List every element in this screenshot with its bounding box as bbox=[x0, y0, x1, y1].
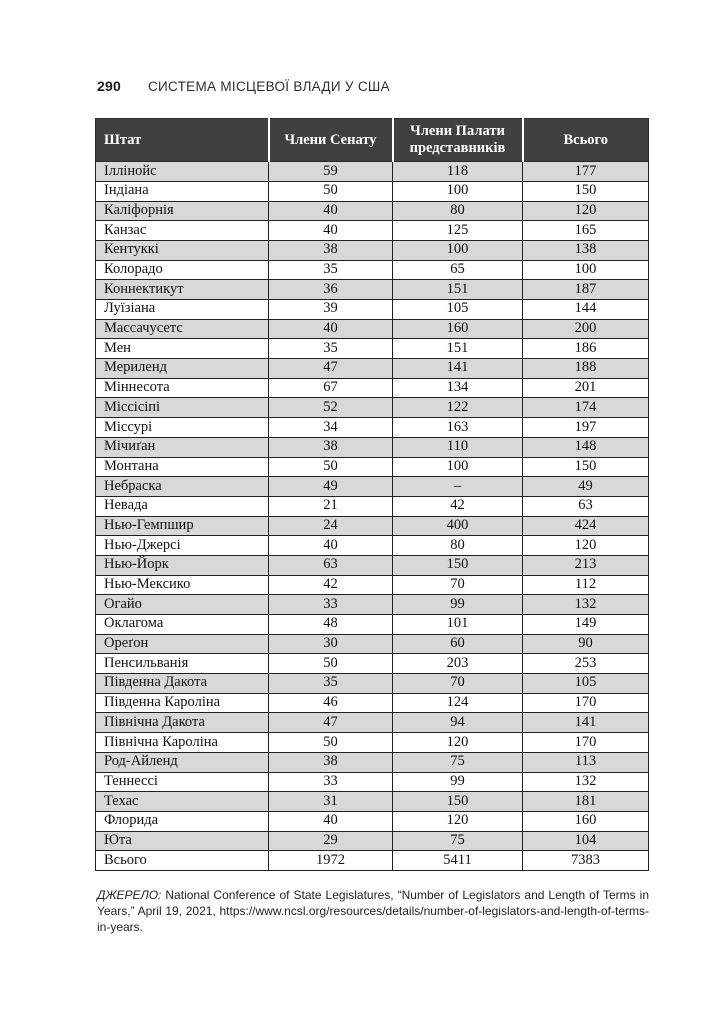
state-cell: Нью-Джерсі bbox=[96, 536, 269, 556]
state-cell: Ореґон bbox=[96, 634, 269, 654]
state-cell: Флорида bbox=[96, 811, 269, 831]
table-row bbox=[96, 733, 649, 753]
state-cell: Північна Кароліна bbox=[96, 733, 269, 753]
value-cell: 149 bbox=[523, 615, 649, 635]
value-cell: 29 bbox=[269, 831, 393, 851]
column-header: Члени Палати представників bbox=[393, 119, 523, 162]
value-cell: 70 bbox=[393, 575, 523, 595]
value-cell: 100 bbox=[523, 260, 649, 280]
table-row bbox=[96, 496, 649, 516]
table-row bbox=[96, 280, 649, 300]
value-cell: 94 bbox=[393, 713, 523, 733]
table-row bbox=[96, 418, 649, 438]
value-cell: 253 bbox=[523, 654, 649, 674]
value-cell: 160 bbox=[393, 319, 523, 339]
table-row bbox=[96, 831, 649, 851]
table-row bbox=[96, 162, 649, 182]
value-cell: 150 bbox=[393, 555, 523, 575]
value-cell: 110 bbox=[393, 437, 523, 457]
legislature-table bbox=[95, 118, 649, 871]
value-cell: 125 bbox=[393, 221, 523, 241]
value-cell: 49 bbox=[269, 477, 393, 497]
value-cell: 38 bbox=[269, 240, 393, 260]
running-title: СИСТЕМА МІСЦЕВОЇ ВЛАДИ У США bbox=[147, 79, 390, 94]
value-cell: 47 bbox=[269, 713, 393, 733]
header-row bbox=[96, 119, 649, 162]
value-cell: 165 bbox=[523, 221, 649, 241]
value-cell: 70 bbox=[393, 674, 523, 694]
value-cell: 42 bbox=[393, 496, 523, 516]
table-row bbox=[96, 319, 649, 339]
value-cell: – bbox=[393, 477, 523, 497]
value-cell: 59 bbox=[269, 162, 393, 182]
state-cell: Род-Айленд bbox=[96, 752, 269, 772]
value-cell: 101 bbox=[393, 615, 523, 635]
state-cell: Небраска bbox=[96, 477, 269, 497]
value-cell: 132 bbox=[523, 595, 649, 615]
value-cell: 75 bbox=[393, 831, 523, 851]
value-cell: 99 bbox=[393, 772, 523, 792]
value-cell: 118 bbox=[393, 162, 523, 182]
value-cell: 38 bbox=[269, 752, 393, 772]
value-cell: 105 bbox=[523, 674, 649, 694]
value-cell: 105 bbox=[393, 300, 523, 320]
value-cell: 174 bbox=[523, 398, 649, 418]
page-number: 290 bbox=[97, 78, 121, 94]
legislature-table-wrap bbox=[95, 118, 648, 871]
table-row bbox=[96, 634, 649, 654]
state-cell: Теннессі bbox=[96, 772, 269, 792]
table-row bbox=[96, 772, 649, 792]
state-cell: Колорадо bbox=[96, 260, 269, 280]
table-row bbox=[96, 752, 649, 772]
state-cell: Оклагома bbox=[96, 615, 269, 635]
source-note-label: ДЖЕРЕЛО: bbox=[97, 888, 162, 902]
value-cell: 40 bbox=[269, 221, 393, 241]
value-cell: 50 bbox=[269, 181, 393, 201]
value-cell: 75 bbox=[393, 752, 523, 772]
value-cell: 47 bbox=[269, 359, 393, 379]
state-cell: Міннесота bbox=[96, 378, 269, 398]
value-cell: 33 bbox=[269, 772, 393, 792]
state-cell: Міссісіпі bbox=[96, 398, 269, 418]
value-cell: 39 bbox=[269, 300, 393, 320]
value-cell: 46 bbox=[269, 693, 393, 713]
value-cell: 63 bbox=[523, 496, 649, 516]
value-cell: 120 bbox=[393, 733, 523, 753]
value-cell: 65 bbox=[393, 260, 523, 280]
value-cell: 151 bbox=[393, 339, 523, 359]
state-cell: Луїзіана bbox=[96, 300, 269, 320]
value-cell: 201 bbox=[523, 378, 649, 398]
state-cell: Північна Дакота bbox=[96, 713, 269, 733]
state-cell: Нью-Йорк bbox=[96, 555, 269, 575]
value-cell: 34 bbox=[269, 418, 393, 438]
value-cell: 120 bbox=[393, 811, 523, 831]
value-cell: 170 bbox=[523, 693, 649, 713]
table-row bbox=[96, 595, 649, 615]
value-cell: 181 bbox=[523, 792, 649, 812]
table-row bbox=[96, 792, 649, 812]
value-cell: 48 bbox=[269, 615, 393, 635]
value-cell: 203 bbox=[393, 654, 523, 674]
value-cell: 33 bbox=[269, 595, 393, 615]
table-row bbox=[96, 536, 649, 556]
table-row bbox=[96, 457, 649, 477]
value-cell: 124 bbox=[393, 693, 523, 713]
column-header: Всього bbox=[523, 119, 649, 162]
value-cell: 132 bbox=[523, 772, 649, 792]
value-cell: 67 bbox=[269, 378, 393, 398]
table-row bbox=[96, 693, 649, 713]
value-cell: 104 bbox=[523, 831, 649, 851]
table-row bbox=[96, 260, 649, 280]
table-row bbox=[96, 477, 649, 497]
state-cell: Массачусетс bbox=[96, 319, 269, 339]
value-cell: 177 bbox=[523, 162, 649, 182]
state-cell: Монтана bbox=[96, 457, 269, 477]
value-cell: 188 bbox=[523, 359, 649, 379]
state-cell: Нью-Гемпшир bbox=[96, 516, 269, 536]
value-cell: 138 bbox=[523, 240, 649, 260]
table-row bbox=[96, 713, 649, 733]
source-note bbox=[97, 888, 649, 936]
value-cell: 5411 bbox=[393, 851, 523, 871]
table-row bbox=[96, 811, 649, 831]
value-cell: 160 bbox=[523, 811, 649, 831]
value-cell: 38 bbox=[269, 437, 393, 457]
table-row bbox=[96, 615, 649, 635]
state-cell: Каліфорнія bbox=[96, 201, 269, 221]
value-cell: 400 bbox=[393, 516, 523, 536]
value-cell: 150 bbox=[393, 792, 523, 812]
value-cell: 134 bbox=[393, 378, 523, 398]
value-cell: 50 bbox=[269, 457, 393, 477]
table-row bbox=[96, 181, 649, 201]
total-row bbox=[96, 851, 649, 871]
state-cell: Південна Кароліна bbox=[96, 693, 269, 713]
value-cell: 36 bbox=[269, 280, 393, 300]
table-body bbox=[96, 162, 649, 871]
state-cell: Юта bbox=[96, 831, 269, 851]
value-cell: 21 bbox=[269, 496, 393, 516]
table-row bbox=[96, 555, 649, 575]
value-cell: 30 bbox=[269, 634, 393, 654]
state-cell: Техас bbox=[96, 792, 269, 812]
table-row bbox=[96, 300, 649, 320]
value-cell: 163 bbox=[393, 418, 523, 438]
state-cell: Невада bbox=[96, 496, 269, 516]
value-cell: 187 bbox=[523, 280, 649, 300]
value-cell: 213 bbox=[523, 555, 649, 575]
value-cell: 35 bbox=[269, 339, 393, 359]
state-cell: Кентуккі bbox=[96, 240, 269, 260]
value-cell: 113 bbox=[523, 752, 649, 772]
value-cell: 40 bbox=[269, 201, 393, 221]
value-cell: 80 bbox=[393, 201, 523, 221]
value-cell: 120 bbox=[523, 201, 649, 221]
table-row bbox=[96, 674, 649, 694]
value-cell: 49 bbox=[523, 477, 649, 497]
table-row bbox=[96, 240, 649, 260]
state-cell: Міссурі bbox=[96, 418, 269, 438]
value-cell: 50 bbox=[269, 733, 393, 753]
table-row bbox=[96, 339, 649, 359]
table-row bbox=[96, 516, 649, 536]
value-cell: 52 bbox=[269, 398, 393, 418]
state-cell: Нью-Мексико bbox=[96, 575, 269, 595]
state-cell: Мериленд bbox=[96, 359, 269, 379]
value-cell: 35 bbox=[269, 260, 393, 280]
value-cell: 31 bbox=[269, 792, 393, 812]
state-cell: Коннектикут bbox=[96, 280, 269, 300]
column-header: Штат bbox=[96, 119, 269, 162]
source-note-text: National Conference of State Legislatures, “Number of Legislators and Length of Terms in Years,” April 19, 2021, https://www.ncsl.org/resources/details/number-of-legislators-and-length-of-terms-in-years. bbox=[97, 888, 649, 934]
state-cell: Пенсильванія bbox=[96, 654, 269, 674]
value-cell: 197 bbox=[523, 418, 649, 438]
state-cell: Індіана bbox=[96, 181, 269, 201]
value-cell: 60 bbox=[393, 634, 523, 654]
table-row bbox=[96, 201, 649, 221]
value-cell: 24 bbox=[269, 516, 393, 536]
value-cell: 40 bbox=[269, 319, 393, 339]
value-cell: 80 bbox=[393, 536, 523, 556]
value-cell: 90 bbox=[523, 634, 649, 654]
table-row bbox=[96, 378, 649, 398]
value-cell: 100 bbox=[393, 457, 523, 477]
value-cell: 150 bbox=[523, 457, 649, 477]
state-cell: Іллінойс bbox=[96, 162, 269, 182]
value-cell: 50 bbox=[269, 654, 393, 674]
table-row bbox=[96, 654, 649, 674]
value-cell: 35 bbox=[269, 674, 393, 694]
value-cell: 200 bbox=[523, 319, 649, 339]
column-header: Члени Сенату bbox=[269, 119, 393, 162]
table-header bbox=[96, 119, 649, 162]
value-cell: 120 bbox=[523, 536, 649, 556]
value-cell: 100 bbox=[393, 240, 523, 260]
value-cell: 122 bbox=[393, 398, 523, 418]
value-cell: 100 bbox=[393, 181, 523, 201]
table-row bbox=[96, 398, 649, 418]
state-cell: Канзас bbox=[96, 221, 269, 241]
value-cell: 40 bbox=[269, 536, 393, 556]
value-cell: 112 bbox=[523, 575, 649, 595]
value-cell: 99 bbox=[393, 595, 523, 615]
state-cell: Південна Дакота bbox=[96, 674, 269, 694]
state-cell: Огайо bbox=[96, 595, 269, 615]
value-cell: 170 bbox=[523, 733, 649, 753]
value-cell: 7383 bbox=[523, 851, 649, 871]
value-cell: 40 bbox=[269, 811, 393, 831]
value-cell: 1972 bbox=[269, 851, 393, 871]
value-cell: 151 bbox=[393, 280, 523, 300]
value-cell: 141 bbox=[393, 359, 523, 379]
value-cell: 424 bbox=[523, 516, 649, 536]
state-cell: Мен bbox=[96, 339, 269, 359]
value-cell: 186 bbox=[523, 339, 649, 359]
value-cell: 148 bbox=[523, 437, 649, 457]
running-head bbox=[97, 78, 390, 94]
value-cell: 42 bbox=[269, 575, 393, 595]
value-cell: 141 bbox=[523, 713, 649, 733]
table-row bbox=[96, 437, 649, 457]
state-cell: Всього bbox=[96, 851, 269, 871]
state-cell: Мічиґан bbox=[96, 437, 269, 457]
value-cell: 150 bbox=[523, 181, 649, 201]
table-row bbox=[96, 359, 649, 379]
value-cell: 63 bbox=[269, 555, 393, 575]
table-row bbox=[96, 221, 649, 241]
table-row bbox=[96, 575, 649, 595]
value-cell: 144 bbox=[523, 300, 649, 320]
